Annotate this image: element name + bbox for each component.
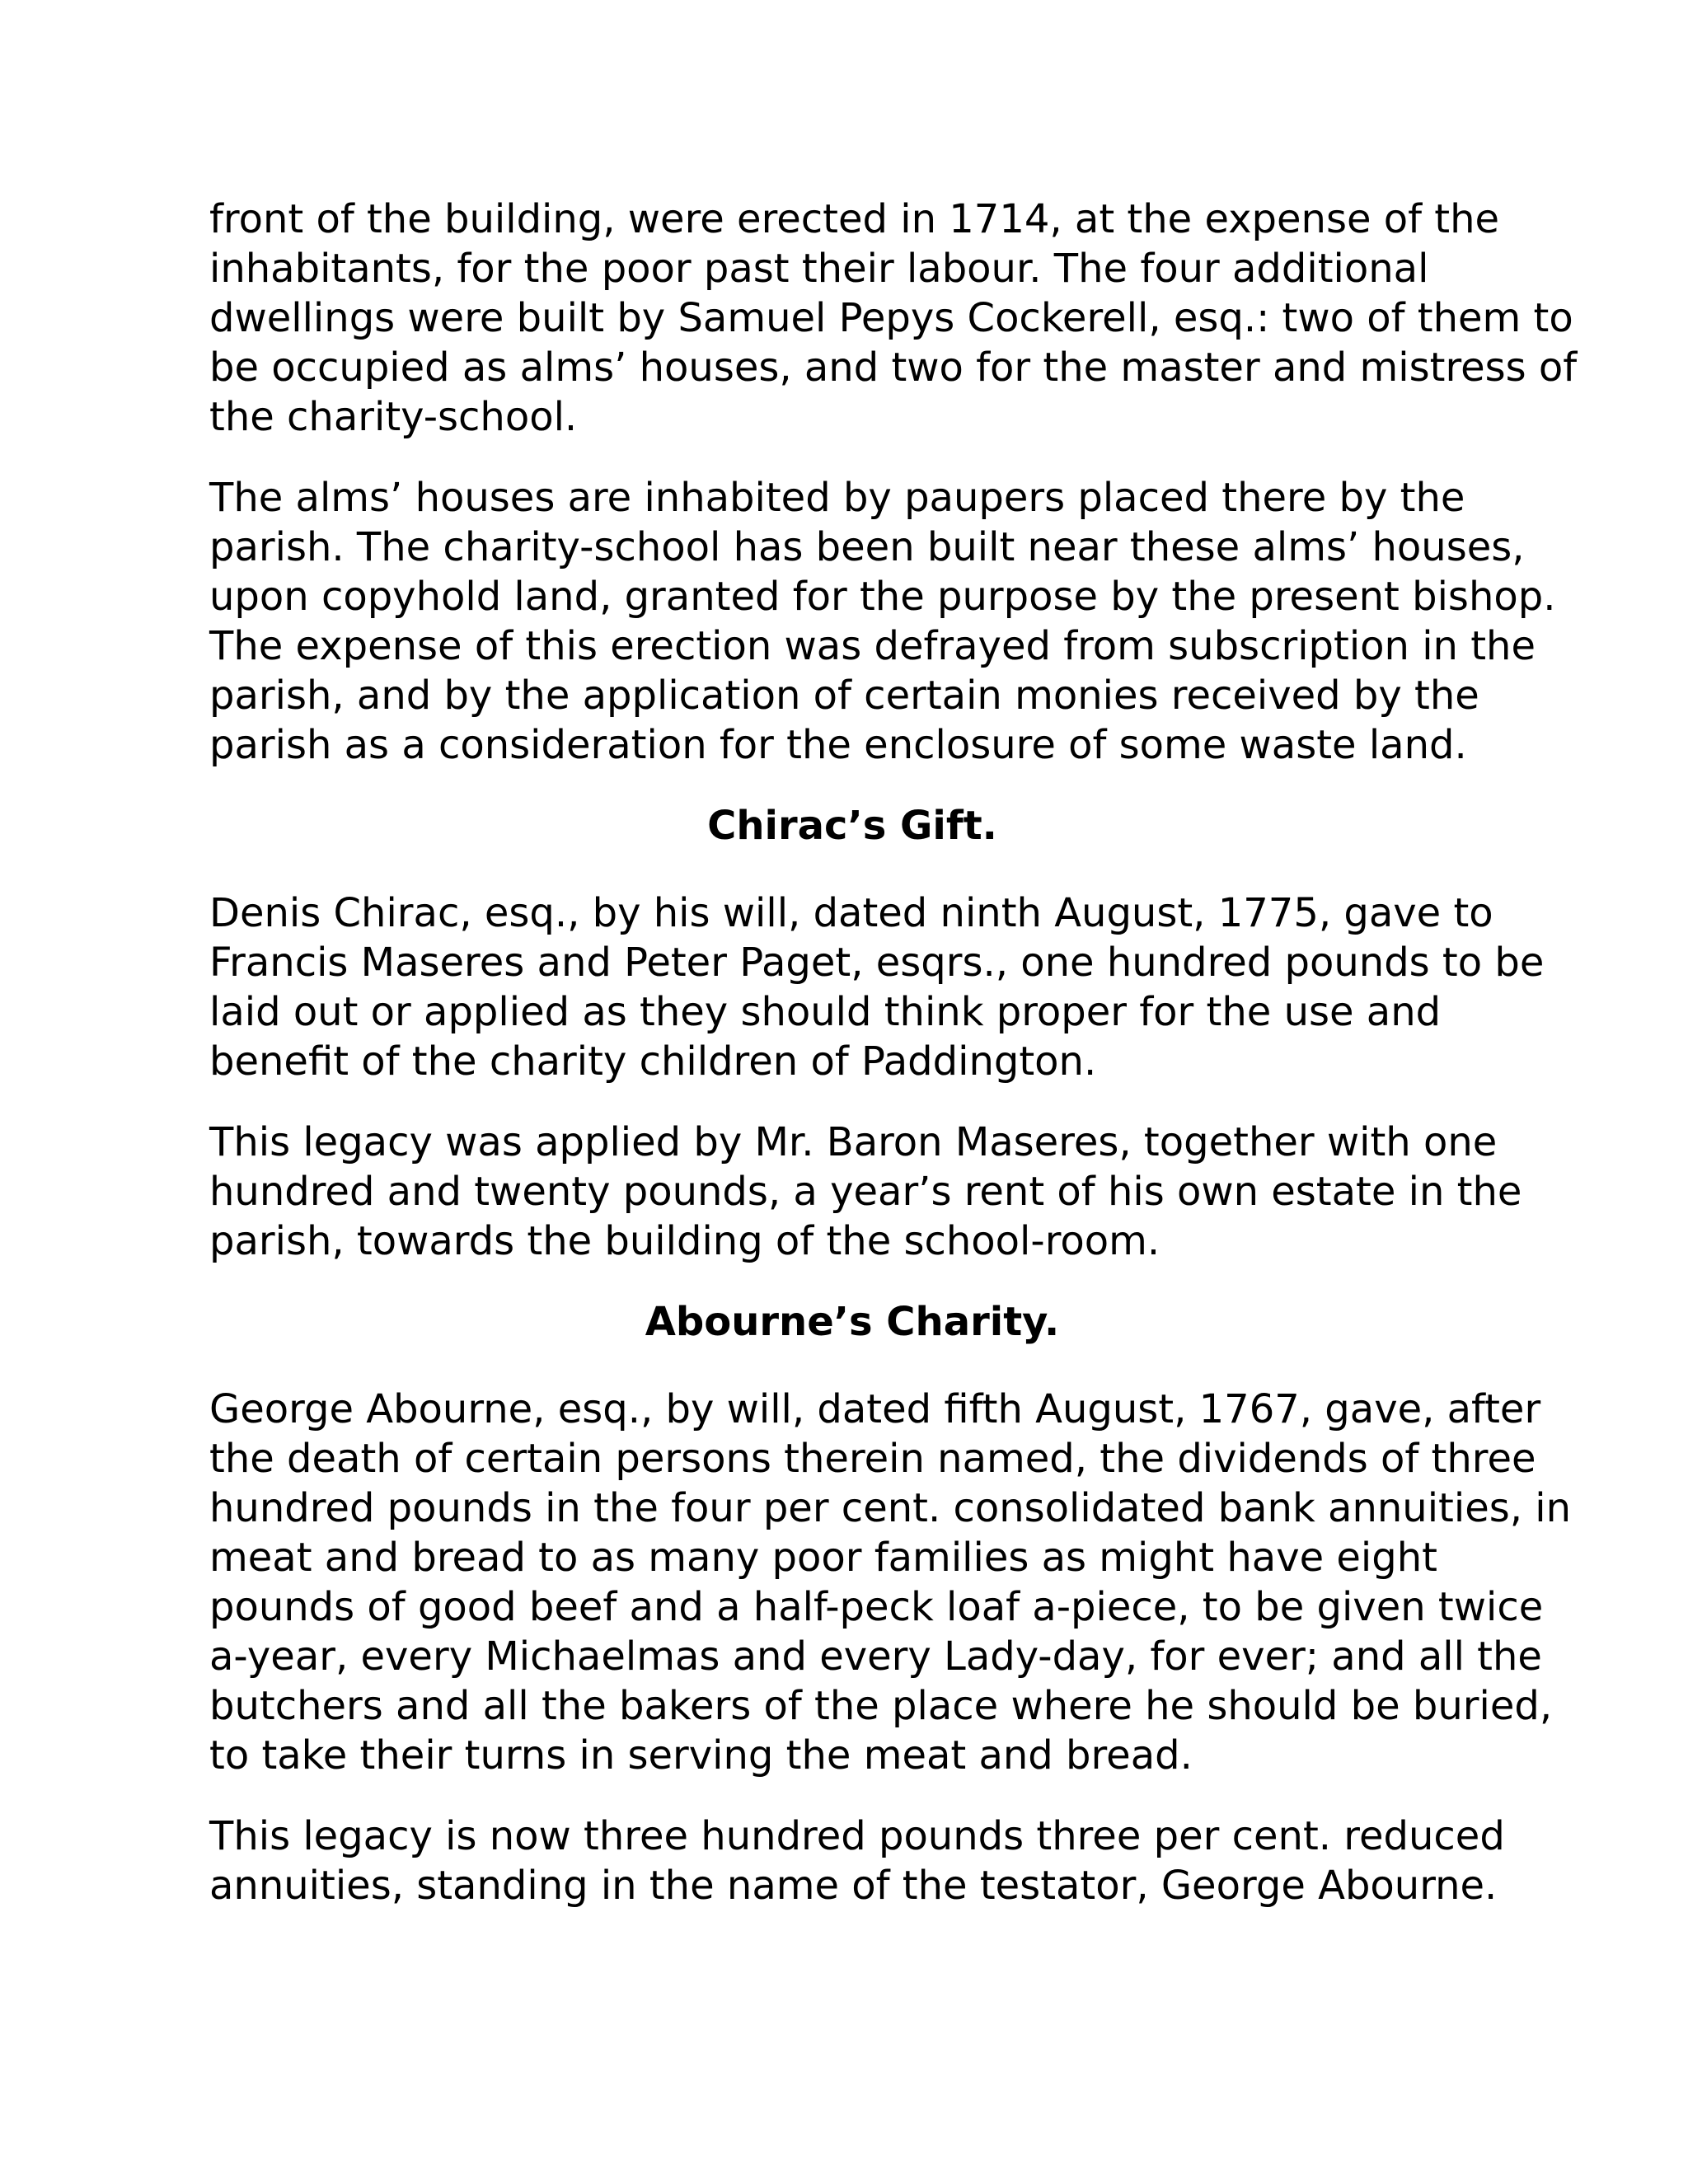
- paragraph-abourne-will: [209, 1385, 1572, 1780]
- text-line: front of the building, were erected in 1714, at the expense of the: [209, 196, 1500, 242]
- text-line: George Abourne, esq., by will, dated fifth August, 1767, gave, after: [209, 1386, 1541, 1432]
- paragraph-chirac-will: [209, 888, 1545, 1086]
- paragraph-alms-houses-erection: [209, 194, 1578, 442]
- text-line: parish, towards the building of the school-room.: [209, 1218, 1160, 1264]
- text-line: hundred pounds in the four per cent. consolidated bank annuities, in: [209, 1485, 1572, 1531]
- text-line: annuities, standing in the name of the testator, George Abourne.: [209, 1863, 1498, 1909]
- section-heading-abournes-charity: Abourne’s Charity.: [645, 1299, 1060, 1345]
- text-line: meat and bread to as many poor families as might have eight: [209, 1535, 1437, 1581]
- text-line: Denis Chirac, esq., by his will, dated ninth August, 1775, gave to: [209, 890, 1493, 936]
- text-line: This legacy is now three hundred pounds three per cent. reduced: [209, 1813, 1505, 1859]
- paragraph-chirac-legacy: [209, 1118, 1522, 1266]
- paragraph-alms-houses-inhabitants: [209, 473, 1556, 770]
- text-line: the charity-school.: [209, 394, 578, 440]
- text-line: parish as a consideration for the enclosure of some waste land.: [209, 722, 1467, 768]
- text-line: The alms’ houses are inhabited by paupers placed there by the: [209, 475, 1465, 521]
- text-line: to take their turns in serving the meat and bread.: [209, 1732, 1193, 1779]
- text-line: This legacy was applied by Mr. Baron Maseres, together with one: [209, 1119, 1498, 1165]
- document-page: [209, 194, 1578, 1942]
- text-line: benefit of the charity children of Paddington.: [209, 1038, 1097, 1085]
- text-line: inhabitants, for the poor past their labour. The four additional: [209, 246, 1429, 292]
- text-line: a-year, every Michaelmas and every Lady-day, for ever; and all the: [209, 1633, 1542, 1680]
- text-line: the death of certain persons therein named, the dividends of three: [209, 1436, 1536, 1482]
- text-line: pounds of good beef and a half-peck loaf a-piece, to be given twice: [209, 1584, 1544, 1630]
- text-line: butchers and all the bakers of the place where he should be buried,: [209, 1683, 1553, 1729]
- text-line: parish, and by the application of certain monies received by the: [209, 673, 1479, 719]
- text-line: parish. The charity-school has been built near these alms’ houses,: [209, 524, 1525, 570]
- text-line: laid out or applied as they should think proper for the use and: [209, 989, 1442, 1035]
- section-heading-chiracs-gift: Chirac’s Gift.: [707, 803, 997, 849]
- text-line: upon copyhold land, granted for the purpose by the present bishop.: [209, 574, 1556, 620]
- paragraph-abourne-legacy: [209, 1811, 1505, 1910]
- text-line: Francis Maseres and Peter Paget, esqrs., one hundred pounds to be: [209, 940, 1545, 986]
- text-line: dwellings were built by Samuel Pepys Cockerell, esq.: two of them to: [209, 295, 1573, 341]
- text-line: The expense of this erection was defrayed from subscription in the: [209, 623, 1536, 669]
- text-line: be occupied as alms’ houses, and two for the master and mistress of: [209, 344, 1578, 391]
- text-line: hundred and twenty pounds, a year’s rent of his own estate in the: [209, 1169, 1522, 1215]
